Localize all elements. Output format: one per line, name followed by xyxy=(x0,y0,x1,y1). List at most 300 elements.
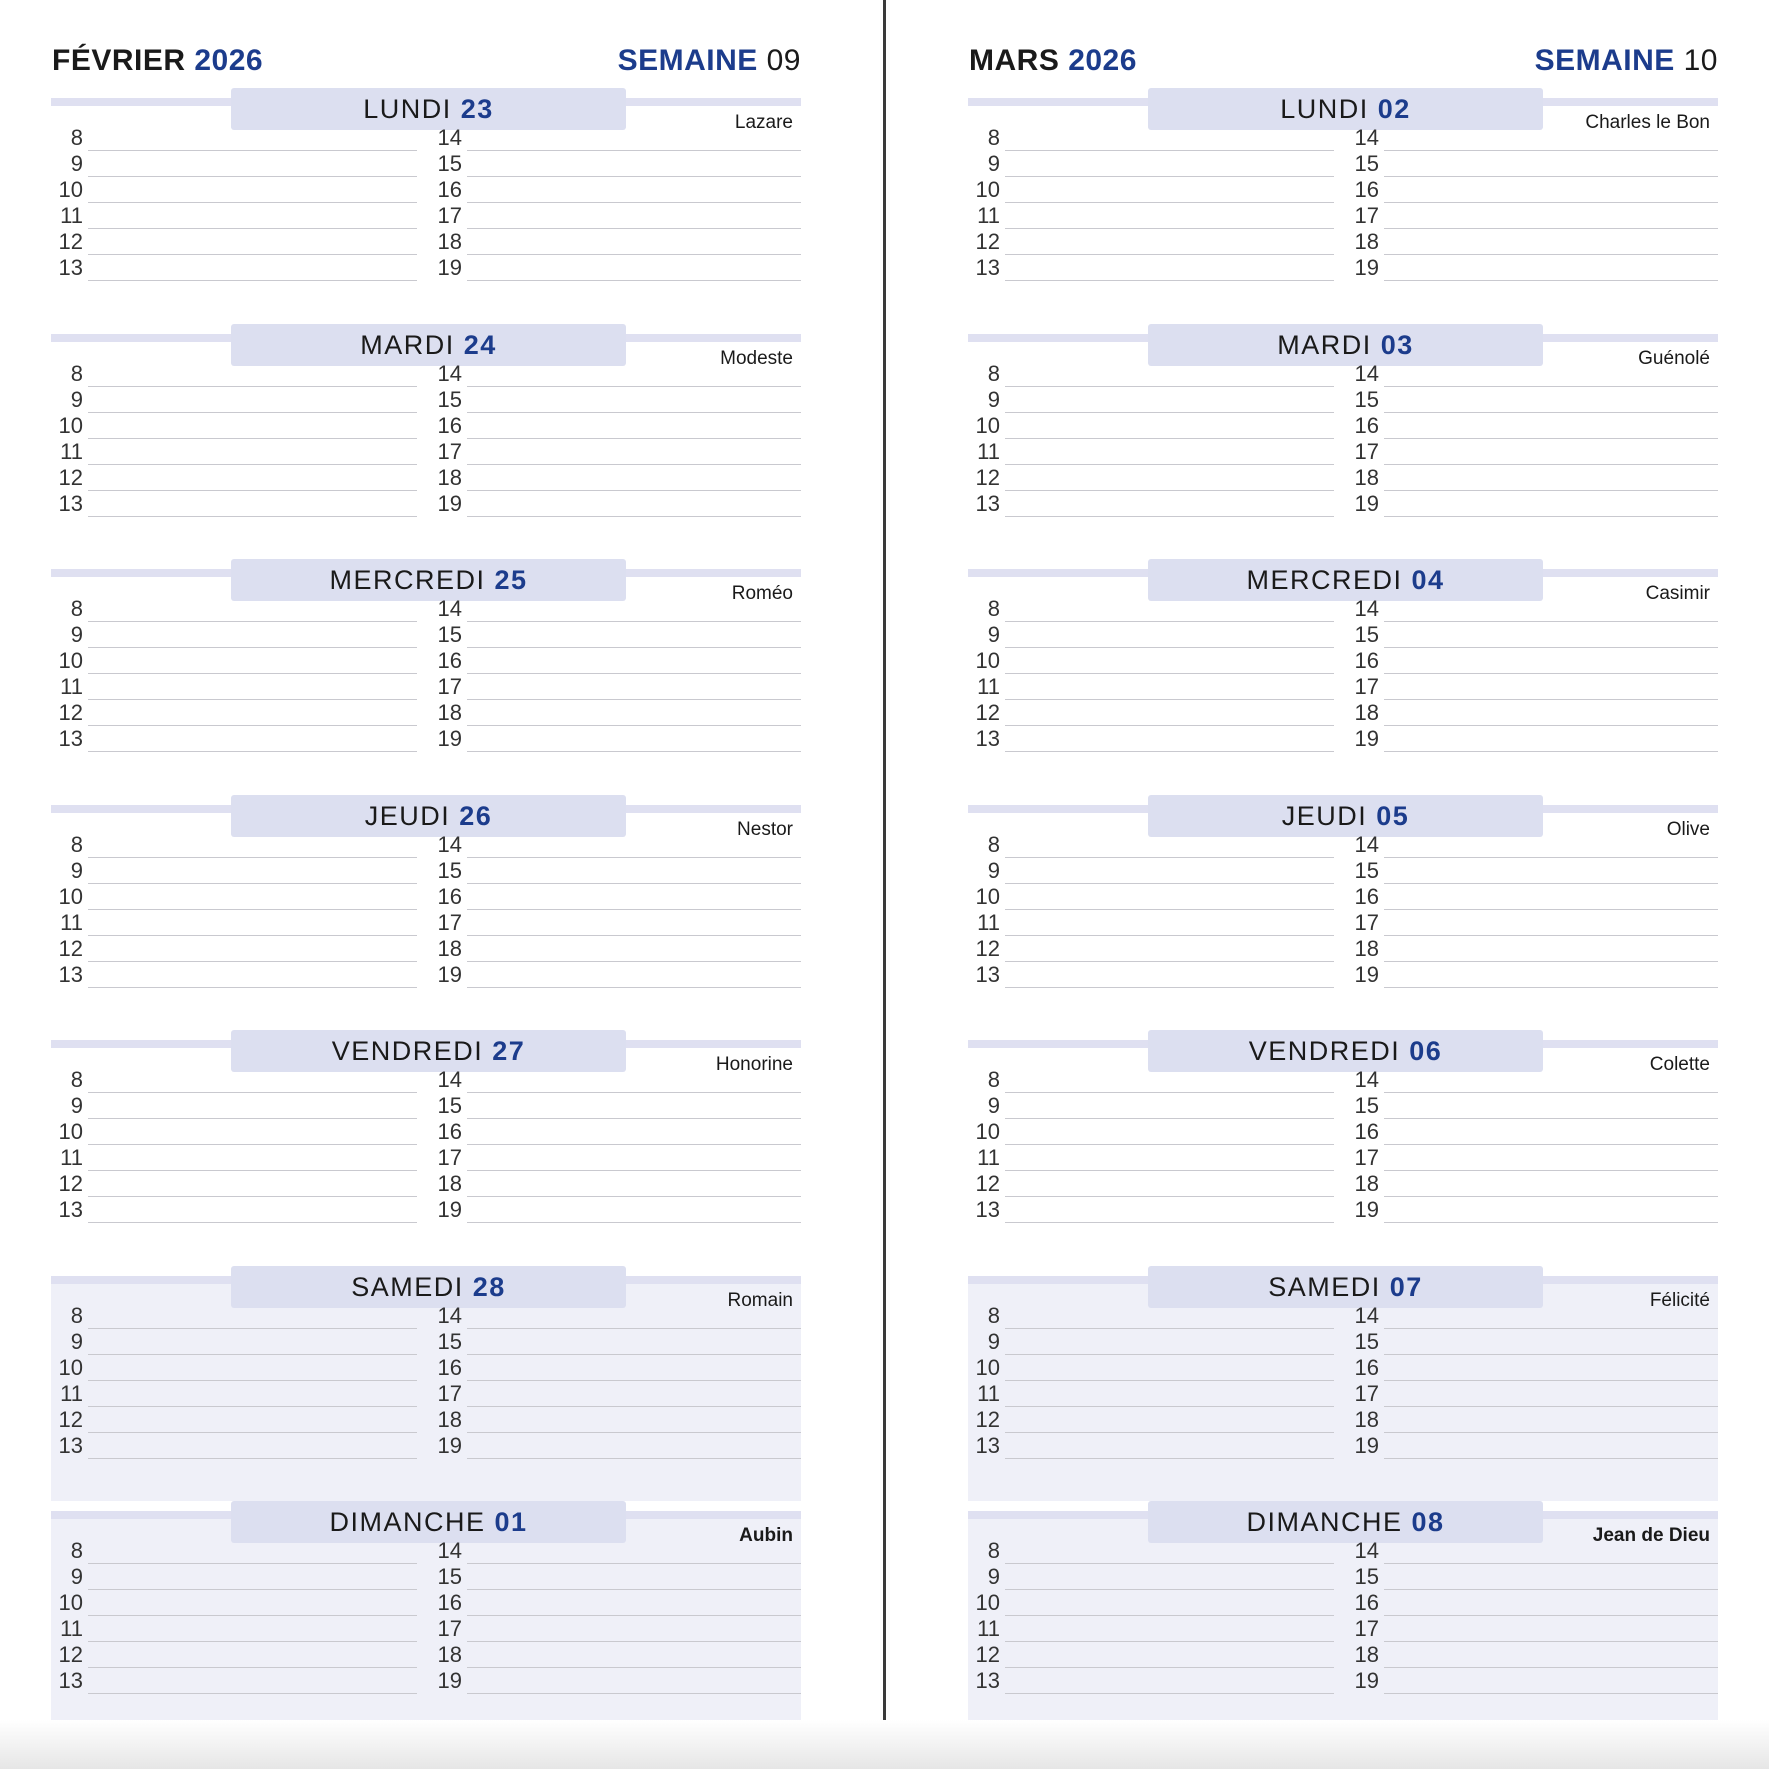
hour-slot[interactable] xyxy=(430,1329,801,1358)
hour-slot[interactable] xyxy=(51,1590,417,1619)
writing-line xyxy=(1005,1222,1334,1223)
hour-slot[interactable] xyxy=(430,910,801,939)
hour-label: 17 xyxy=(1354,674,1379,699)
hour-label: 19 xyxy=(1354,490,1379,516)
hour-slot[interactable] xyxy=(51,1303,417,1332)
hour-slot[interactable] xyxy=(430,1590,801,1619)
hour-slot[interactable] xyxy=(430,1616,801,1645)
hour-slot[interactable] xyxy=(51,1093,417,1122)
hour-slot[interactable] xyxy=(968,1355,1334,1384)
hour-slot[interactable] xyxy=(51,858,417,887)
hour-slot[interactable] xyxy=(968,361,1334,390)
hour-slot[interactable] xyxy=(1347,439,1718,468)
hour-slot[interactable] xyxy=(51,229,417,258)
hour-slot[interactable] xyxy=(51,1145,417,1174)
hour-slot[interactable] xyxy=(430,413,801,442)
hour-slot[interactable] xyxy=(968,1197,1334,1226)
hour-slot[interactable] xyxy=(1347,1303,1718,1332)
hour-slot[interactable] xyxy=(51,622,417,651)
day-number: 26 xyxy=(459,800,493,831)
hour-slot[interactable] xyxy=(1347,1329,1718,1358)
hour-label: 12 xyxy=(58,935,83,961)
hour-slot[interactable] xyxy=(968,387,1334,416)
day-number: 03 xyxy=(1380,329,1414,360)
hour-slot[interactable] xyxy=(51,700,417,729)
hour-label: 18 xyxy=(437,1406,462,1432)
hour-slot[interactable] xyxy=(968,1616,1334,1645)
hour-slot[interactable] xyxy=(1347,1197,1718,1226)
writing-line xyxy=(1005,1458,1334,1459)
hour-slot[interactable] xyxy=(430,622,801,651)
binding-spine xyxy=(883,0,886,1769)
hour-label: 15 xyxy=(437,386,462,412)
hour-slot[interactable] xyxy=(1347,648,1718,677)
hour-slot[interactable] xyxy=(430,858,801,887)
hour-slot[interactable] xyxy=(430,1407,801,1436)
day-block xyxy=(968,1501,1718,1736)
hour-label: 8 xyxy=(987,831,1000,857)
hour-slot[interactable] xyxy=(430,1197,801,1226)
hour-slot[interactable] xyxy=(51,151,417,180)
hour-label: 13 xyxy=(975,490,1000,516)
day-name: VENDREDI xyxy=(1248,1036,1401,1066)
hour-slot[interactable] xyxy=(968,858,1334,887)
day-block xyxy=(51,88,801,323)
hour-slot[interactable] xyxy=(968,1564,1334,1593)
hour-label: 12 xyxy=(975,1642,1000,1667)
saint-name: Colette xyxy=(1649,1054,1710,1075)
day-number: 27 xyxy=(492,1036,526,1066)
hour-slot[interactable] xyxy=(430,1433,801,1462)
hour-slot[interactable] xyxy=(968,726,1334,755)
hour-slot[interactable] xyxy=(968,1381,1334,1410)
hour-label: 17 xyxy=(437,203,462,228)
hour-label: 9 xyxy=(987,386,1000,412)
hour-slot[interactable] xyxy=(1347,832,1718,861)
hour-label: 14 xyxy=(437,1538,462,1563)
hour-label: 13 xyxy=(975,1668,1000,1693)
hour-slot[interactable] xyxy=(1347,1407,1718,1436)
hour-slot[interactable] xyxy=(1347,465,1718,494)
hour-slot[interactable] xyxy=(51,726,417,755)
hour-slot[interactable] xyxy=(968,255,1334,284)
hour-slot[interactable] xyxy=(430,361,801,390)
hour-slot[interactable] xyxy=(1347,229,1718,258)
hour-slot[interactable] xyxy=(968,1433,1334,1462)
hour-slot[interactable] xyxy=(51,648,417,677)
hour-slot[interactable] xyxy=(430,255,801,284)
hour-slot[interactable] xyxy=(430,229,801,258)
hour-label: 9 xyxy=(987,622,1000,647)
hour-label: 9 xyxy=(987,1564,1000,1589)
hour-slot[interactable] xyxy=(968,1303,1334,1332)
hour-slot[interactable] xyxy=(430,1538,801,1567)
hour-label: 10 xyxy=(58,1354,83,1380)
hour-slot[interactable] xyxy=(1347,1564,1718,1593)
hour-slot[interactable] xyxy=(1347,203,1718,232)
hour-label: 10 xyxy=(975,177,1000,202)
hour-slot[interactable] xyxy=(430,1381,801,1410)
hour-label: 15 xyxy=(1354,386,1379,412)
hour-label: 9 xyxy=(70,386,83,412)
hour-label: 8 xyxy=(987,1302,1000,1328)
hour-slot[interactable] xyxy=(968,700,1334,729)
hour-slot[interactable] xyxy=(51,361,417,390)
hour-label: 16 xyxy=(1354,1119,1379,1144)
hour-label: 18 xyxy=(437,464,462,490)
hour-slot[interactable] xyxy=(430,884,801,913)
hour-label: 19 xyxy=(437,726,462,751)
hour-slot[interactable] xyxy=(430,700,801,729)
hour-slot[interactable] xyxy=(430,648,801,677)
hour-slot[interactable] xyxy=(968,1538,1334,1567)
hour-label: 14 xyxy=(1354,360,1379,386)
hour-label: 8 xyxy=(70,125,83,150)
hour-slot[interactable] xyxy=(968,674,1334,703)
hour-slot[interactable] xyxy=(51,962,417,991)
saint-name: Aubin xyxy=(739,1525,793,1546)
saint-name: Nestor xyxy=(737,818,793,840)
writing-line xyxy=(88,1458,417,1459)
hour-label: 18 xyxy=(1354,229,1379,254)
saint-name: Honorine xyxy=(715,1054,793,1075)
hour-label: 10 xyxy=(975,648,1000,673)
hour-slot[interactable] xyxy=(51,255,417,284)
hour-label: 8 xyxy=(70,596,83,621)
hour-slot[interactable] xyxy=(968,203,1334,232)
hour-slot[interactable] xyxy=(968,465,1334,494)
hour-slot[interactable] xyxy=(968,910,1334,939)
hour-slot[interactable] xyxy=(968,622,1334,651)
hour-slot[interactable] xyxy=(430,491,801,520)
day-name: LUNDI xyxy=(363,94,452,124)
hour-slot[interactable] xyxy=(1347,491,1718,520)
hour-label: 13 xyxy=(58,961,83,987)
hour-slot[interactable] xyxy=(1347,726,1718,755)
day-header xyxy=(1148,559,1543,601)
hour-slot[interactable] xyxy=(51,413,417,442)
day-header xyxy=(1148,88,1543,130)
hour-slot[interactable] xyxy=(430,1093,801,1122)
hour-slot[interactable] xyxy=(51,1616,417,1645)
hour-slot[interactable] xyxy=(968,491,1334,520)
hour-label: 18 xyxy=(437,935,462,961)
hour-label: 10 xyxy=(58,648,83,673)
hour-slot[interactable] xyxy=(968,1407,1334,1436)
hour-slot[interactable] xyxy=(1347,1616,1718,1645)
hour-slot[interactable] xyxy=(51,439,417,468)
hour-label: 19 xyxy=(1354,1668,1379,1693)
day-header xyxy=(231,1501,626,1543)
hour-slot[interactable] xyxy=(1347,1433,1718,1462)
hour-label: 16 xyxy=(437,883,462,909)
month-name: FÉVRIER xyxy=(52,44,186,77)
hour-slot[interactable] xyxy=(430,1119,801,1148)
writing-line xyxy=(1005,280,1334,281)
hour-slot[interactable] xyxy=(1347,1642,1718,1671)
hour-label: 18 xyxy=(1354,935,1379,961)
hour-label: 15 xyxy=(1354,622,1379,647)
hour-slot[interactable] xyxy=(1347,255,1718,284)
page-right xyxy=(968,0,1718,1769)
hour-label: 8 xyxy=(70,1302,83,1328)
hour-slot[interactable] xyxy=(968,1119,1334,1148)
hour-slot[interactable] xyxy=(430,1067,801,1096)
hour-slot[interactable] xyxy=(968,1329,1334,1358)
hour-slot[interactable] xyxy=(968,1171,1334,1200)
day-block xyxy=(51,1266,801,1501)
hour-slot[interactable] xyxy=(51,1642,417,1671)
hour-label: 9 xyxy=(70,857,83,883)
hour-slot[interactable] xyxy=(51,936,417,965)
hour-slot[interactable] xyxy=(1347,1590,1718,1619)
hour-label: 11 xyxy=(977,438,1000,464)
hour-slot[interactable] xyxy=(1347,387,1718,416)
writing-line xyxy=(1384,280,1718,281)
hour-label: 19 xyxy=(437,255,462,280)
hour-slot[interactable] xyxy=(1347,700,1718,729)
hour-slot[interactable] xyxy=(1347,177,1718,206)
hour-slot[interactable] xyxy=(1347,884,1718,913)
hour-label: 9 xyxy=(987,857,1000,883)
hour-slot[interactable] xyxy=(430,962,801,991)
hour-slot[interactable] xyxy=(51,491,417,520)
day-block xyxy=(968,795,1718,1030)
month-title xyxy=(969,44,1137,78)
hour-slot[interactable] xyxy=(51,884,417,913)
hour-label: 14 xyxy=(437,831,462,857)
hour-slot[interactable] xyxy=(1347,1067,1718,1096)
hour-slot[interactable] xyxy=(1347,151,1718,180)
hour-slot[interactable] xyxy=(968,1668,1334,1697)
writing-line xyxy=(467,280,801,281)
day-block xyxy=(51,559,801,794)
hour-slot[interactable] xyxy=(968,648,1334,677)
hour-slot[interactable] xyxy=(968,439,1334,468)
hour-label: 14 xyxy=(437,125,462,150)
hour-slot[interactable] xyxy=(968,413,1334,442)
hour-slot[interactable] xyxy=(51,1329,417,1358)
writing-line xyxy=(88,516,417,517)
day-number: 04 xyxy=(1411,565,1445,595)
hour-slot[interactable] xyxy=(1347,1381,1718,1410)
hour-slot[interactable] xyxy=(968,936,1334,965)
hour-label: 11 xyxy=(977,1380,1000,1406)
hour-slot[interactable] xyxy=(430,936,801,965)
hour-slot[interactable] xyxy=(1347,962,1718,991)
hour-label: 10 xyxy=(975,1590,1000,1615)
hour-label: 14 xyxy=(1354,596,1379,621)
day-number: 05 xyxy=(1376,800,1410,831)
hour-slot[interactable] xyxy=(51,674,417,703)
hour-slot[interactable] xyxy=(430,1145,801,1174)
hour-slot[interactable] xyxy=(1347,596,1718,625)
hour-slot[interactable] xyxy=(968,884,1334,913)
hour-slot[interactable] xyxy=(51,1381,417,1410)
hour-slot[interactable] xyxy=(430,387,801,416)
hour-label: 19 xyxy=(1354,961,1379,987)
hour-slot[interactable] xyxy=(1347,413,1718,442)
hour-slot[interactable] xyxy=(968,1642,1334,1671)
hour-slot[interactable] xyxy=(1347,1119,1718,1148)
hour-slot[interactable] xyxy=(51,465,417,494)
hour-label: 18 xyxy=(1354,700,1379,725)
hour-slot[interactable] xyxy=(430,151,801,180)
hour-slot[interactable] xyxy=(430,832,801,861)
hour-label: 16 xyxy=(437,1354,462,1380)
hour-slot[interactable] xyxy=(430,726,801,755)
hour-label: 12 xyxy=(975,935,1000,961)
saint-name: Roméo xyxy=(731,583,793,604)
hour-slot[interactable] xyxy=(1347,361,1718,390)
hour-slot[interactable] xyxy=(968,962,1334,991)
week-label xyxy=(618,44,801,78)
hour-slot[interactable] xyxy=(1347,858,1718,887)
hour-label: 12 xyxy=(975,229,1000,254)
writing-line xyxy=(88,751,417,752)
hour-slot[interactable] xyxy=(51,1433,417,1462)
hour-slot[interactable] xyxy=(1347,1538,1718,1567)
day-header xyxy=(231,1030,626,1072)
hour-slot[interactable] xyxy=(51,596,417,625)
day-header xyxy=(231,324,626,366)
hour-label: 13 xyxy=(975,961,1000,987)
hour-slot[interactable] xyxy=(51,1355,417,1384)
hour-label: 14 xyxy=(1354,125,1379,150)
hour-label: 16 xyxy=(1354,1590,1379,1615)
hour-slot[interactable] xyxy=(430,177,801,206)
hour-label: 16 xyxy=(1354,648,1379,673)
hour-slot[interactable] xyxy=(968,596,1334,625)
hour-label: 15 xyxy=(437,1328,462,1354)
saint-name: Olive xyxy=(1666,818,1710,840)
saint-name: Lazare xyxy=(734,112,793,133)
hour-label: 13 xyxy=(975,1197,1000,1222)
day-block xyxy=(968,324,1718,559)
week-number: 10 xyxy=(1683,44,1718,77)
day-number: 02 xyxy=(1377,94,1411,124)
hour-slot[interactable] xyxy=(51,177,417,206)
hour-slot[interactable] xyxy=(1347,1668,1718,1697)
hour-slot[interactable] xyxy=(1347,1145,1718,1174)
hour-slot[interactable] xyxy=(430,1171,801,1200)
day-name: MERCREDI xyxy=(329,565,486,595)
writing-line xyxy=(1005,516,1334,517)
hour-slot[interactable] xyxy=(430,1355,801,1384)
hour-slot[interactable] xyxy=(430,674,801,703)
hour-slot[interactable] xyxy=(968,229,1334,258)
hour-slot[interactable] xyxy=(51,832,417,861)
day-block xyxy=(968,1266,1718,1501)
hour-slot[interactable] xyxy=(968,1145,1334,1174)
hour-label: 18 xyxy=(437,1171,462,1196)
hour-slot[interactable] xyxy=(968,1590,1334,1619)
day-name: SAMEDI xyxy=(351,1271,464,1302)
hour-slot[interactable] xyxy=(1347,674,1718,703)
hour-slot[interactable] xyxy=(968,832,1334,861)
hour-slot[interactable] xyxy=(430,439,801,468)
hour-slot[interactable] xyxy=(1347,910,1718,939)
hour-label: 9 xyxy=(70,1564,83,1589)
hour-label: 17 xyxy=(1354,1380,1379,1406)
hour-slot[interactable] xyxy=(430,596,801,625)
hour-label: 14 xyxy=(1354,831,1379,857)
hour-label: 17 xyxy=(437,438,462,464)
hour-label: 12 xyxy=(58,229,83,254)
hour-slot[interactable] xyxy=(51,387,417,416)
day-header xyxy=(231,795,626,837)
hour-slot[interactable] xyxy=(430,1642,801,1671)
hour-slot[interactable] xyxy=(51,910,417,939)
hour-slot[interactable] xyxy=(430,1303,801,1332)
hour-label: 15 xyxy=(1354,857,1379,883)
hour-label: 16 xyxy=(1354,1354,1379,1380)
hour-label: 17 xyxy=(437,909,462,935)
hour-slot[interactable] xyxy=(51,1119,417,1148)
hour-slot[interactable] xyxy=(968,151,1334,180)
day-block xyxy=(51,795,801,1030)
hour-slot[interactable] xyxy=(51,1538,417,1567)
saint-name: Modeste xyxy=(720,347,793,369)
hour-label: 11 xyxy=(977,203,1000,228)
hour-slot[interactable] xyxy=(430,203,801,232)
hour-slot[interactable] xyxy=(1347,1171,1718,1200)
hour-label: 16 xyxy=(437,412,462,438)
hour-slot[interactable] xyxy=(51,1564,417,1593)
hour-label: 16 xyxy=(437,1119,462,1144)
hour-slot[interactable] xyxy=(51,1407,417,1436)
hour-label: 12 xyxy=(975,1406,1000,1432)
hour-slot[interactable] xyxy=(968,1093,1334,1122)
day-name: DIMANCHE xyxy=(329,1507,486,1537)
month-title xyxy=(52,44,263,78)
hour-slot[interactable] xyxy=(51,1067,417,1096)
hour-slot[interactable] xyxy=(1347,125,1718,154)
hour-slot[interactable] xyxy=(51,1171,417,1200)
hour-label: 16 xyxy=(437,177,462,202)
hour-label: 13 xyxy=(58,1668,83,1693)
hour-slot[interactable] xyxy=(968,125,1334,154)
hour-slot[interactable] xyxy=(430,1564,801,1593)
hour-label: 10 xyxy=(975,412,1000,438)
writing-line xyxy=(88,987,417,988)
hour-slot[interactable] xyxy=(430,1668,801,1697)
hour-label: 12 xyxy=(975,700,1000,725)
hour-slot[interactable] xyxy=(968,177,1334,206)
hour-label: 15 xyxy=(437,1093,462,1118)
hour-label: 17 xyxy=(437,1616,462,1641)
hour-slot[interactable] xyxy=(430,465,801,494)
hour-slot[interactable] xyxy=(51,1197,417,1226)
year: 2026 xyxy=(194,44,264,77)
hour-slot[interactable] xyxy=(51,203,417,232)
hour-label: 17 xyxy=(1354,1145,1379,1170)
hour-label: 12 xyxy=(58,1642,83,1667)
hour-slot[interactable] xyxy=(51,125,417,154)
hour-slot[interactable] xyxy=(1347,936,1718,965)
hour-label: 16 xyxy=(1354,177,1379,202)
hour-label: 8 xyxy=(70,1067,83,1092)
writing-line xyxy=(467,987,801,988)
writing-line xyxy=(467,1458,801,1459)
hour-slot[interactable] xyxy=(1347,1093,1718,1122)
hour-slot[interactable] xyxy=(968,1067,1334,1096)
hour-slot[interactable] xyxy=(1347,1355,1718,1384)
hour-slot[interactable] xyxy=(430,125,801,154)
hour-slot[interactable] xyxy=(51,1668,417,1697)
hour-label: 13 xyxy=(58,726,83,751)
hour-slot[interactable] xyxy=(1347,622,1718,651)
